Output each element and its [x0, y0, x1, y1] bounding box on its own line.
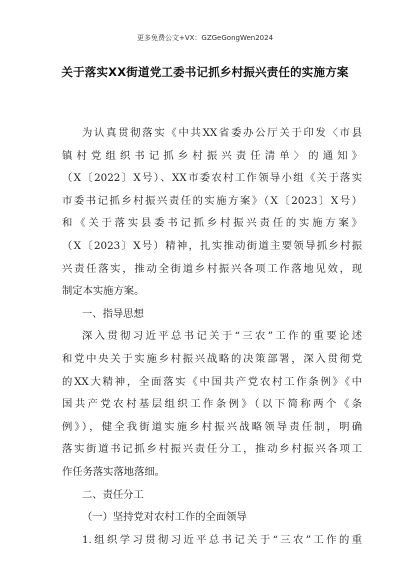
- body-line: （X〔2022〕X号）、XX市委农村工作领导小组《关于落实: [62, 172, 362, 185]
- header-note: 更多免费公文+VX：GZGeGongWen2024: [136, 34, 274, 42]
- document-title: 关于落实XX街道党工委书记抓乡村振兴责任的实施方案: [61, 65, 349, 79]
- body-line: 的XX大精神，全面落实《中国共产党农村工作条例》《中: [62, 375, 362, 388]
- body-line: 和《关于落实县委书记抓乡村振兴责任的实施方案》: [62, 217, 362, 230]
- body-line: 例》），健全我街道实施乡村振兴战略领导责任制，明确: [62, 420, 362, 433]
- body-line: （X〔2023〕X号）精神，扎实推动街道主要领导抓乡村振: [62, 239, 362, 252]
- body-line: 落实街道书记抓乡村振兴责任分工，推动乡村振兴各项工: [62, 443, 362, 456]
- document-body: [62, 122, 362, 551]
- body-line: 为认真贯彻落实《中共XX省委办公厅关于印发〈市县: [82, 127, 362, 139]
- body-line: 和党中央关于实施乡村振兴战略的决策部署，深入贯彻党: [62, 352, 362, 365]
- body-line: 1.组织学习贯彻习近平总书记关于“三农”工作的重: [82, 533, 362, 546]
- body-line: 二、责任分工: [82, 488, 144, 501]
- body-line: 作任务落实落地落细。: [62, 465, 165, 478]
- body-line: 国共产党农村基层组织工作条例》（以下简称两个《条: [62, 398, 362, 411]
- body-line: 一、指导思想: [82, 307, 144, 320]
- body-line: 兴责任落实，推动全街道乡村振兴各项工作落地见效，现: [62, 262, 362, 275]
- body-line: （一）坚持党对农村工作的全面领导: [82, 511, 247, 524]
- body-line: 市委书记抓乡村振兴责任的实施方案》（X〔2023〕X号）: [62, 194, 362, 207]
- body-line: 镇村党组织书记抓乡村振兴责任清单〉的通知》: [62, 149, 362, 162]
- body-line: 制定本实施方案。: [62, 285, 145, 298]
- body-line: 深入贯彻习近平总书记关于“三农”工作的重要论述: [82, 330, 362, 343]
